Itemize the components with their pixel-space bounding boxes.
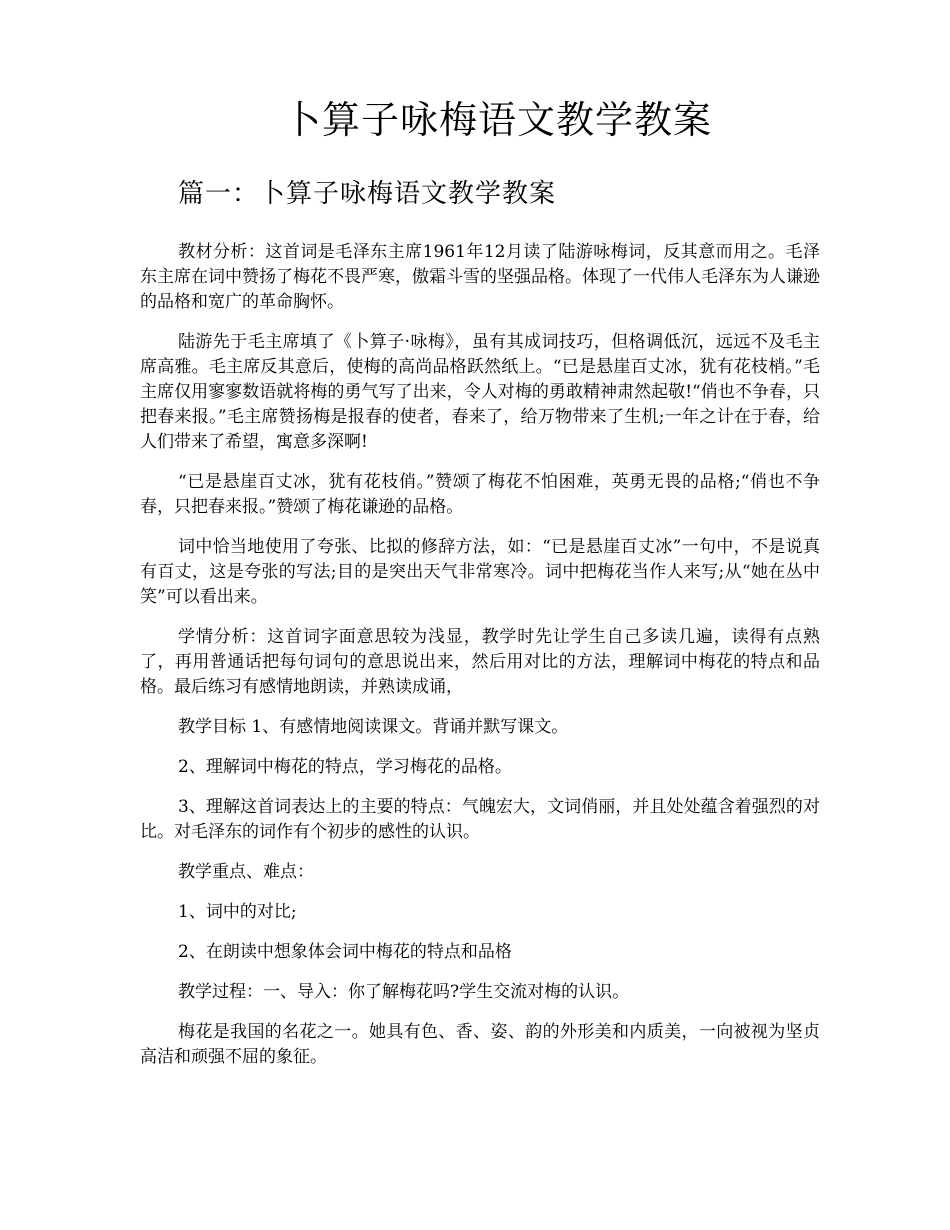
paragraph-key-points-heading: 教学重点、难点：	[178, 862, 314, 882]
paragraph-rhetoric: 词中恰当地使用了夸张、比拟的修辞方法，如：“已是悬崖百丈冰”一句中，不是说真有百丈，这是夸张的写法;目的是突出天气非常寒冷。词中把梅花当作人来写;从“她在丛中笑”可以看出来。	[140, 537, 820, 607]
paragraph-learner-analysis: 学情分析：这首词字面意思较为浅显，教学时先让学生自己多读几遍，读得有点熟了，再用普通话把每句词句的意思说出来，然后用对比的方法，理解词中梅花的特点和品格。最后练习有感情地朗读，并熟读成诵，	[140, 627, 820, 697]
paragraph-plum-intro: 梅花是我国的名花之一。她具有色、香、姿、韵的外形美和内质美，一向被视为坚贞高洁和顽强不屈的象征。	[140, 1022, 820, 1067]
paragraph-goal-1: 教学目标 1、有感情地阅读课文。背诵并默写课文。	[178, 717, 569, 737]
section-title: 篇一：卜算子咏梅语文教学教案	[178, 179, 557, 209]
paragraph-praise: “已是悬崖百丈冰，犹有花枝俏。”赞颂了梅花不怕困难，英勇无畏的品格;“俏也不争春，只把春来报。”赞颂了梅花谦逊的品格。	[140, 472, 820, 517]
paragraph-material-analysis: 教材分析：这首词是毛泽东主席1961年12月读了陆游咏梅词，反其意而用之。毛泽东主席在词中赞扬了梅花不畏严寒，傲霜斗雪的坚强品格。体现了一代伟人毛泽东为人谦逊的品格和宽广的革命胸怀。	[140, 242, 820, 312]
paragraph-key-point-2: 2、在朗读中想象体会词中梅花的特点和品格	[178, 942, 512, 962]
document-body	[140, 240, 820, 1085]
paragraph-key-point-1: 1、词中的对比;	[178, 902, 297, 922]
document-title: 卜算子咏梅语文教学教案	[282, 98, 712, 142]
paragraph-goal-3: 3、理解这首词表达上的主要的特点：气魄宏大，文词俏丽，并且处处蕴含着强烈的对比。对毛泽东的词作有个初步的感性的认识。	[140, 797, 820, 842]
paragraph-goal-2: 2、理解词中梅花的特点，学习梅花的品格。	[178, 757, 512, 777]
paragraph-teaching-process: 教学过程：一、导入：你了解梅花吗?学生交流对梅的认识。	[178, 982, 630, 1002]
paragraph-lu-you-comparison: 陆游先于毛主席填了《卜算子·咏梅》，虽有其成词技巧，但格调低沉，远远不及毛主席高雅。毛主席反其意后，使梅的高尚品格跃然纸上。“已是悬崖百丈冰，犹有花枝梢。”毛主席仅用寥寥数语就将梅的勇气写了出来，令人对梅的勇敢精神肃然起敬!“俏也不争春，只把春来报。”毛主席赞扬梅是报春的使者，春来了，给万物带来了生机;一年之计在于春，给人们带来了希望，寓意多深啊!	[140, 332, 820, 452]
